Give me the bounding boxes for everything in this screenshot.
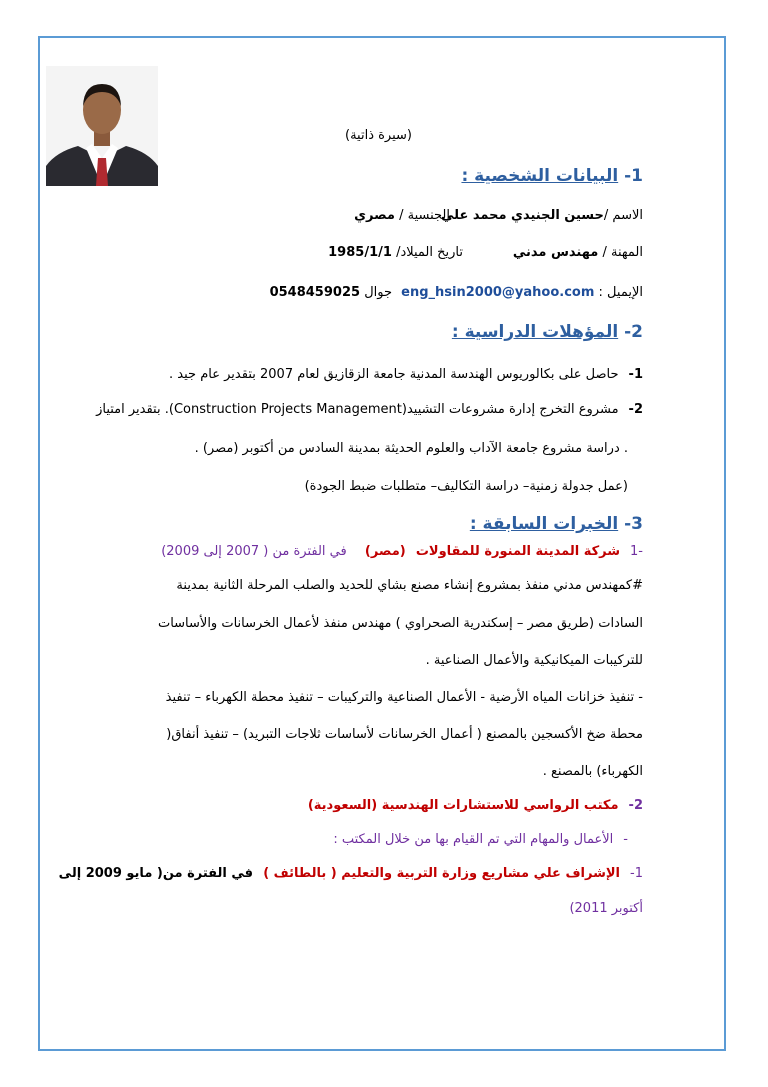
mobile-label: جوال bbox=[364, 285, 392, 300]
profile-photo bbox=[46, 66, 158, 186]
email-value[interactable]: eng_hsin2000@yahoo.com bbox=[401, 285, 595, 300]
job-1-line-5: محطة ضخ الأكسجين بالمصنع ( أعمال الخرسانات لأساسات ثلاجات التبريد) – تنفيذ أنفاق( bbox=[166, 727, 643, 742]
job-2-tasks bbox=[333, 832, 628, 847]
job-1-country: (مصر) bbox=[364, 544, 406, 559]
name-value: حسين الجنيدي محمد علي bbox=[441, 208, 604, 223]
education-heading-text: المؤهلات الدراسية : bbox=[451, 322, 619, 342]
job-1-line-1: #كمهندس مدني منفذ بمشروع إنشاء مصنع بشاي للحديد والصلب المرحلة الثانية بمدينة bbox=[176, 578, 643, 593]
job-2-tasks-dash: - bbox=[623, 832, 628, 847]
name-label: الاسم / bbox=[603, 208, 643, 223]
job-1-company: شركة المدينة المنورة للمقاولات bbox=[415, 544, 621, 559]
education-item-2-text-a: مشروع التخرج إدارة مشروعات التشييد( bbox=[401, 402, 619, 417]
task-1-period-end: أكتوبر 2011) bbox=[569, 901, 643, 916]
task-1-number: 1- bbox=[630, 866, 643, 881]
education-heading-number: 2- bbox=[624, 322, 643, 342]
experience-heading bbox=[470, 514, 643, 534]
profession-label: المهنة / bbox=[602, 245, 643, 260]
profession-value: مهندس مدني bbox=[512, 245, 599, 260]
job-1-header bbox=[161, 544, 643, 559]
job-1-line-2: السادات (طريق مصر – إسكندرية الصحراوي ) مهندس منفذ لأعمال الخرسانات والأساسات bbox=[157, 616, 643, 631]
job-1-line-3: للتركيبات الميكانيكية والأعمال الصناعية . bbox=[425, 653, 643, 668]
education-item-1-text: حاصل على بكالوريوس الهندسة المدنية جامعة الزقازيق لعام 2007 بتقدير عام جيد . bbox=[169, 367, 619, 382]
experience-heading-text: الخبرات السابقة : bbox=[469, 514, 619, 534]
task-1 bbox=[59, 866, 643, 881]
job-2-company: مكتب الرواسي للاستشارات الهندسية (السعودية) bbox=[307, 798, 619, 813]
dob-label: تاريخ الميلاد/ bbox=[396, 245, 463, 260]
nationality-value: مصري bbox=[354, 208, 395, 223]
education-item-2-english: Construction Projects Management bbox=[173, 402, 402, 417]
nationality-row bbox=[354, 208, 450, 223]
education-item-2 bbox=[96, 402, 643, 417]
name-row bbox=[441, 208, 643, 223]
personal-heading-text: البيانات الشخصية : bbox=[461, 166, 619, 186]
job-1-period: في الفترة من ( 2007 إلى 2009) bbox=[161, 544, 347, 559]
task-1-text: الإشراف علي مشاريع وزارة التربية والتعليم ( بالطائف ) bbox=[263, 866, 621, 881]
email-row bbox=[401, 285, 643, 300]
job-2-tasks-text: الأعمال والمهام التي تم القيام بها من خلال المكتب : bbox=[333, 832, 614, 847]
education-item-2-line-2: . دراسة مشروع جامعة الآداب والعلوم الحديثة بمدينة السادس من أكتوبر (مصر) . bbox=[194, 441, 628, 456]
job-2-header bbox=[308, 798, 643, 813]
education-item-1-number: 1- bbox=[628, 367, 643, 382]
personal-heading-number: 1- bbox=[624, 166, 643, 186]
profession-row bbox=[513, 245, 643, 260]
education-item-2-line-3: (عمل جدولة زمنية– دراسة التكاليف– متطلبات ضبط الجودة) bbox=[304, 479, 628, 494]
personal-heading bbox=[461, 166, 643, 186]
education-heading bbox=[452, 322, 643, 342]
nationality-label: الجنسية / bbox=[399, 208, 450, 223]
task-1-period-label: في الفترة من( مايو 2009 إلى bbox=[58, 866, 254, 881]
education-item-1 bbox=[169, 367, 643, 382]
email-label: الإيميل : bbox=[598, 285, 643, 300]
mobile-value: 0548459025 bbox=[269, 285, 361, 300]
mobile-row bbox=[270, 285, 392, 300]
experience-heading-number: 3- bbox=[624, 514, 643, 534]
job-2-number: 2- bbox=[628, 798, 643, 813]
job-1-line-6: الكهرباء) بالمصنع . bbox=[542, 764, 643, 779]
education-item-2-number: 2- bbox=[628, 402, 643, 417]
education-item-2-text-b: ). بتقدير امتياز bbox=[96, 402, 174, 417]
job-1-line-4: - تنفيذ خزانات المياه الأرضية - الأعمال الصناعية والتركيبات – تنفيذ محطة الكهرباء – تنفيذ bbox=[165, 690, 643, 705]
dob-value: 1985/1/1 bbox=[328, 245, 392, 260]
document-title: (سيرة ذاتية) bbox=[345, 128, 412, 143]
dob-row bbox=[328, 245, 463, 260]
job-1-number: -1 bbox=[630, 544, 643, 559]
